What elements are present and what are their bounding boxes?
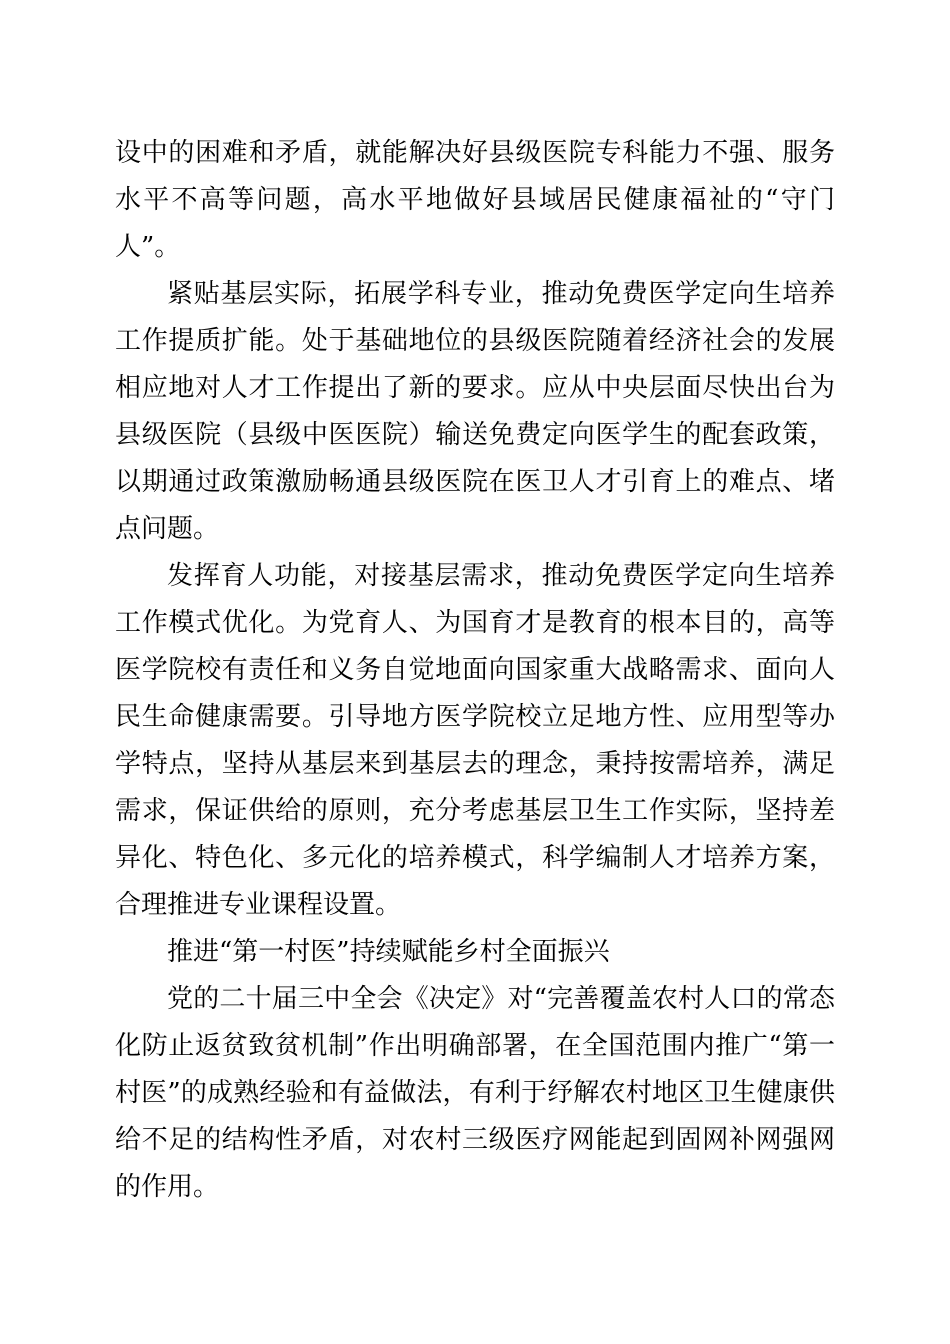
paragraph-continuation: 设中的困难和矛盾，就能解决好县级医院专科能力不强、服务水平不高等问题，高水平地做好县域居民健康福祉的“守门人”。 xyxy=(115,138,835,262)
paragraph-training-mode-optimization: 发挥育人功能，对接基层需求，推动免费医学定向生培养工作模式优化。为党育人、为国育才是教育的根本目的，高等医学院校有责任和义务自觉地面向国家重大战略需求、面向人民生命健康需要。引导地方医学院校立足地方性、应用型等办学特点，坚持从基层来到基层去的理念，秉持按需培养，满足需求，保证供给的原则，充分考虑基层卫生工作实际，坚持差异化、特色化、多元化的培养模式，科学编制人才培养方案，合理推进专业课程设置。 xyxy=(115,561,835,920)
paragraph-free-medical-training-expansion: 紧贴基层实际，拓展学科专业，推动免费医学定向生培养工作提质扩能。处于基础地位的县级医院随着经济社会的发展相应地对人才工作提出了新的要求。应从中央层面尽快出台为县级医院（县级中医医院）输送免费定向医学生的配套政策，以期通过政策激励畅通县级医院在医卫人才引育上的难点、堵点问题。 xyxy=(115,279,835,544)
paragraph-first-village-doctor-heading: 推进“第一村医”持续赋能乡村全面振兴 xyxy=(167,937,610,967)
paragraph-rural-revitalization: 党的二十届三中全会《决定》对“完善覆盖农村人口的常态化防止返贫致贫机制”作出明确部署，在全国范围内推广“第一村医”的成熟经验和有益做法，有利于纾解农村地区卫生健康供给不足的结构性矛盾，对农村三级医疗网能起到固网补网强网的作用。 xyxy=(115,984,835,1202)
document-body xyxy=(115,130,835,1211)
